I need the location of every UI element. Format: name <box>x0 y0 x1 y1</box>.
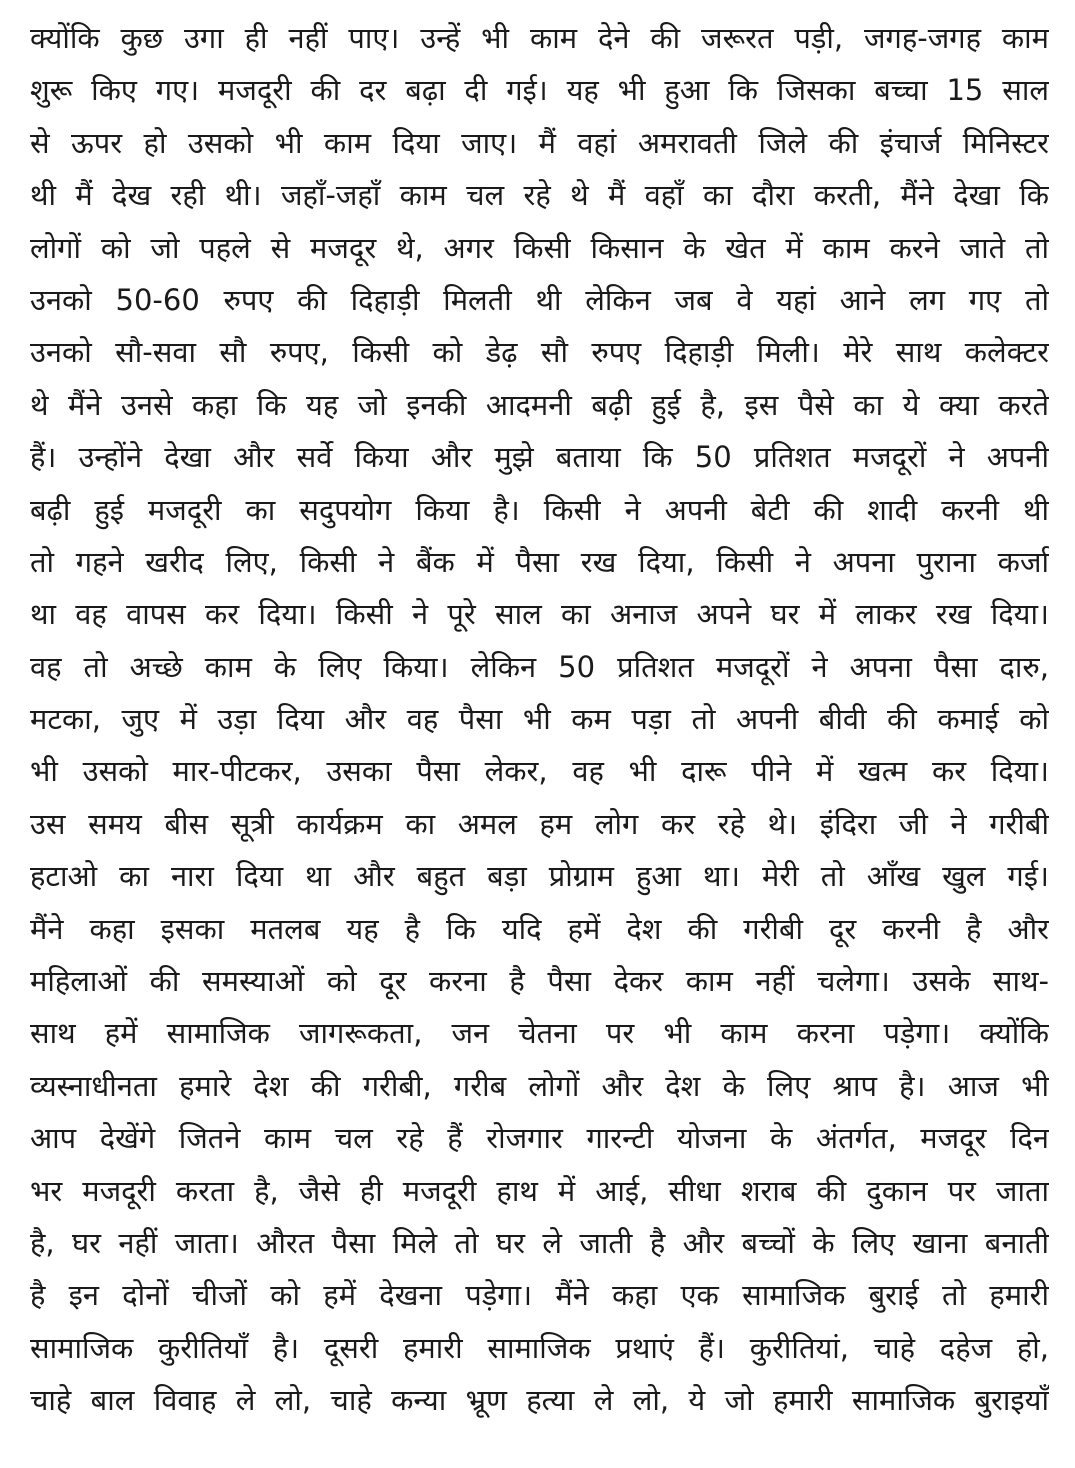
text-line: वह तो अच्छे काम के लिए किया। लेकिन 50 प्रतिशत मजदूरों ने अपना पैसा दारु, <box>30 649 1049 684</box>
text-line: चाहे बाल विवाह ले लो, चाहे कन्या भ्रूण हत्या ले लो, ये जो हमारी सामाजिक बुराइयाँ <box>30 1383 1049 1418</box>
text-line: उनको सौ-सवा सौ रुपए, किसी को डेढ़ सौ रुपए दिहाड़ी मिली। मेरे साथ कलेक्टर <box>30 335 1049 370</box>
body-text <box>30 12 1049 1427</box>
text-line: भी उसको मार-पीटकर, उसका पैसा लेकर, वह भी दारू पीने में खत्म कर दिया। <box>30 754 1049 789</box>
text-line: से ऊपर हो उसको भी काम दिया जाए। मैं वहां अमरावती जिले की इंचार्ज मिनिस्टर <box>30 125 1049 160</box>
text-line: तो गहने खरीद लिए, किसी ने बैंक में पैसा रख दिया, किसी ने अपना पुराना कर्जा <box>30 544 1049 579</box>
text-line: उस समय बीस सूत्री कार्यक्रम का अमल हम लोग कर रहे थे। इंदिरा जी ने गरीबी <box>30 806 1049 841</box>
text-line: मैंने कहा इसका मतलब यह है कि यदि हमें देश की गरीबी दूर करनी है और <box>30 911 1049 946</box>
text-line: भर मजदूरी करता है, जैसे ही मजदूरी हाथ में आई, सीधा शराब की दुकान पर जाता <box>30 1173 1049 1208</box>
text-line: शुरू किए गए। मजदूरी की दर बढ़ा दी गई। यह भी हुआ कि जिसका बच्चा 15 साल <box>30 73 1049 108</box>
text-line: सामाजिक कुरीतियाँ है। दूसरी हमारी सामाजिक प्रथाएं हैं। कुरीतियां, चाहे दहेज हो, <box>30 1330 1049 1365</box>
text-line: बढ़ी हुई मजदूरी का सदुपयोग किया है। किसी ने अपनी बेटी की शादी करनी थी <box>30 492 1049 527</box>
text-line: साथ हमें सामाजिक जागरूकता, जन चेतना पर भी काम करना पड़ेगा। क्योंकि <box>30 1016 1049 1051</box>
text-line: आप देखेंगे जितने काम चल रहे हैं रोजगार गारन्टी योजना के अंतर्गत, मजदूर दिन <box>30 1121 1049 1156</box>
text-line: था वह वापस कर दिया। किसी ने पूरे साल का अनाज अपने घर में लाकर रख दिया। <box>30 597 1049 632</box>
text-line: व्यस्नाधीनता हमारे देश की गरीबी, गरीब लोगों और देश के लिए श्राप है। आज भी <box>30 1068 1049 1103</box>
text-line: थे मैंने उनसे कहा कि यह जो इनकी आदमनी बढ़ी हुई है, इस पैसे का ये क्या करते <box>30 387 1049 422</box>
text-line: है इन दोनों चीजों को हमें देखना पड़ेगा। मैंने कहा एक सामाजिक बुराई तो हमारी <box>30 1278 1049 1313</box>
text-line: हटाओ का नारा दिया था और बहुत बड़ा प्रोग्राम हुआ था। मेरी तो आँख खुल गई। <box>30 859 1049 894</box>
text-line: लोगों को जो पहले से मजदूर थे, अगर किसी किसान के खेत में काम करने जाते तो <box>30 230 1049 265</box>
text-line: थी मैं देख रही थी। जहाँ-जहाँ काम चल रहे थे मैं वहाँ का दौरा करती, मैंने देखा कि <box>30 178 1049 213</box>
text-line: है, घर नहीं जाता। औरत पैसा मिले तो घर ले जाती है और बच्चों के लिए खाना बनाती <box>30 1225 1049 1260</box>
text-line: महिलाओं की समस्याओं को दूर करना है पैसा देकर काम नहीं चलेगा। उसके साथ- <box>30 964 1049 999</box>
text-line: मटका, जुए में उड़ा दिया और वह पैसा भी कम पड़ा तो अपनी बीवी की कमाई को <box>30 702 1049 737</box>
text-line: क्योंकि कुछ उगा ही नहीं पाए। उन्हें भी काम देने की जरूरत पड़ी, जगह-जगह काम <box>30 21 1049 55</box>
text-line: उनको 50-60 रुपए की दिहाड़ी मिलती थी लेकिन जब वे यहां आने लग गए तो <box>30 282 1049 317</box>
text-line: हैं। उन्होंने देखा और सर्वे किया और मुझे बताया कि 50 प्रतिशत मजदूरों ने अपनी <box>30 440 1049 475</box>
